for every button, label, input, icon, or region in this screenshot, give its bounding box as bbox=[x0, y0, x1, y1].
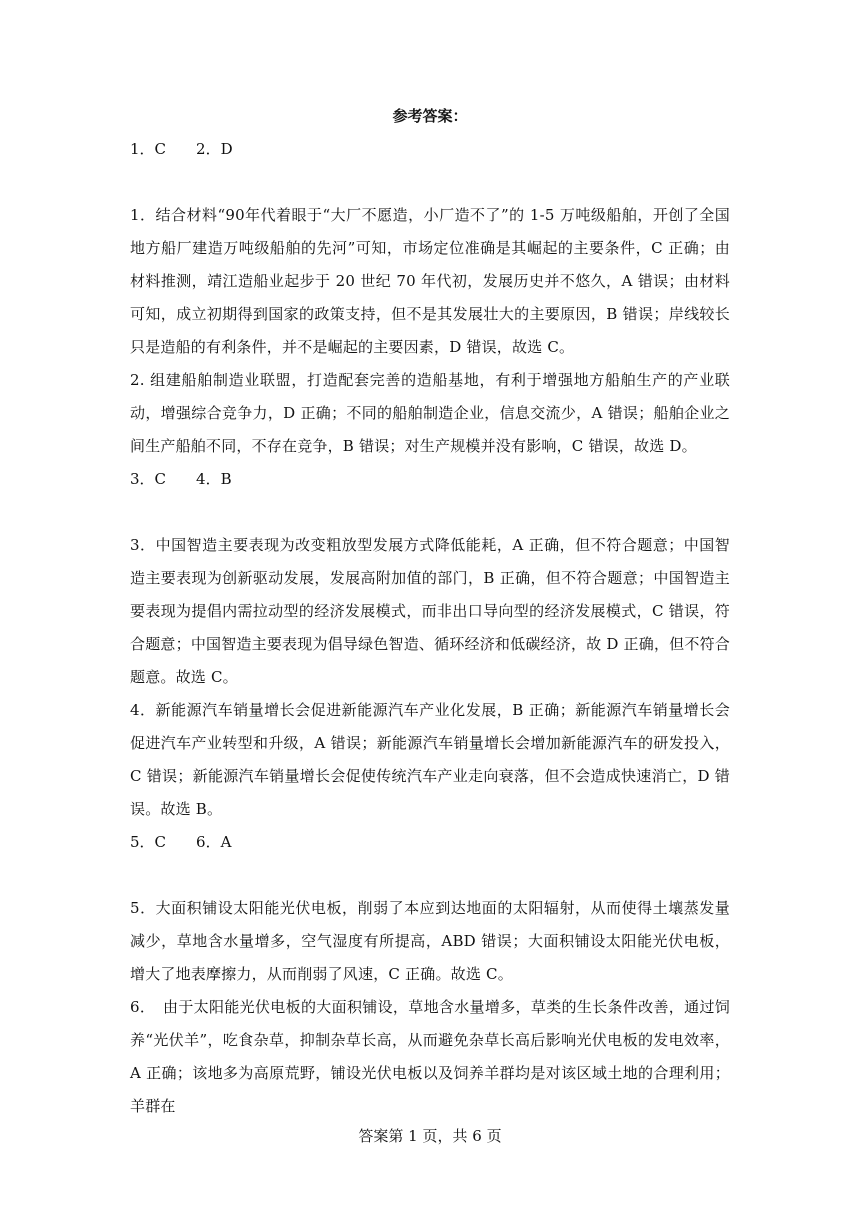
explanation-paragraph: 5．大面积铺设太阳能光伏电板，削弱了本应到达地面的太阳辐射，从而使得土壤蒸发量减少，草地含水量增多，空气湿度有所提高，ABD 错误；大面积铺设太阳能光伏电板，增大了地表摩擦力，从而削弱了风速，C 正确。故选 C。 bbox=[130, 899, 730, 983]
answer-content bbox=[130, 133, 730, 1123]
blank-line bbox=[130, 496, 730, 529]
explanation-paragraph: 3．中国智造主要表现为改变粗放型发展方式降低能耗，A 正确，但不符合题意；中国智造主要表现为创新驱动发展，发展高附加值的部门，B 正确，但不符合题意；中国智造主要表现为提倡内需拉动型的经济发展模式，而非出口导向型的经济发展模式，C 错误，符合题意；中国智造主要表现为倡导绿色智造、循环经济和低碳经济，故 D 正确，但不符合题意。故选 C。 bbox=[130, 536, 730, 686]
explanation-paragraph: 6． 由于太阳能光伏电板的大面积铺设，草地含水量增多，草类的生长条件改善，通过饲养“光伏羊”，吃食杂草，抑制杂草长高，从而避免杂草长高后影响光伏电板的发电效率，A 正确；该地多为高原荒野，铺设光伏电板以及饲养羊群均是对该区域土地的合理利用；羊群在 bbox=[130, 998, 730, 1115]
blank-line bbox=[130, 859, 730, 892]
blank-line bbox=[130, 166, 730, 199]
explanation-paragraph: 2. 组建船舶制造业联盟，打造配套完善的造船基地，有利于增强地方船舶生产的产业联动，增强综合竞争力，D 正确；不同的船舶制造企业，信息交流少，A 错误；船舶企业之间生产船舶不同，不存在竞争，B 错误；对生产规模并没有影响，C 错误，故选 D。 bbox=[130, 371, 730, 455]
answer-line: 5．C 6．A bbox=[130, 833, 232, 851]
page-footer: 答案第 1 页，共 6 页 bbox=[358, 1127, 502, 1145]
explanation-paragraph: 1．结合材料“90年代着眼于“大厂不愿造，小厂造不了”的 1-5 万吨级船舶，开创了全国地方船厂建造万吨级船舶的先河”可知，市场定位准确是其崛起的主要条件，C 正确；由材料推测，靖江造船业起步于 20 世纪 70 年代初，发展历史并不悠久，A 错误；由材料可知，成立初期得到国家的政策支持，但不是其发展壮大的主要原因，B 错误；岸线较长只是造船的有利条件，并不是崛起的主要因素，D 错误，故选 C。 bbox=[130, 206, 730, 356]
answer-line: 1．C 2．D bbox=[130, 140, 233, 158]
page-title: 参考答案： bbox=[392, 107, 468, 125]
answer-line: 3．C 4．B bbox=[130, 470, 232, 488]
explanation-paragraph: 4．新能源汽车销量增长会促进新能源汽车产业化发展，B 正确；新能源汽车销量增长会促进汽车产业转型和升级，A 错误；新能源汽车销量增长会增加新能源汽车的研发投入，C 错误；新能源汽车销量增长会促使传统汽车产业走向衰落，但不会造成快速消亡，D 错误。故选 B。 bbox=[130, 701, 730, 818]
